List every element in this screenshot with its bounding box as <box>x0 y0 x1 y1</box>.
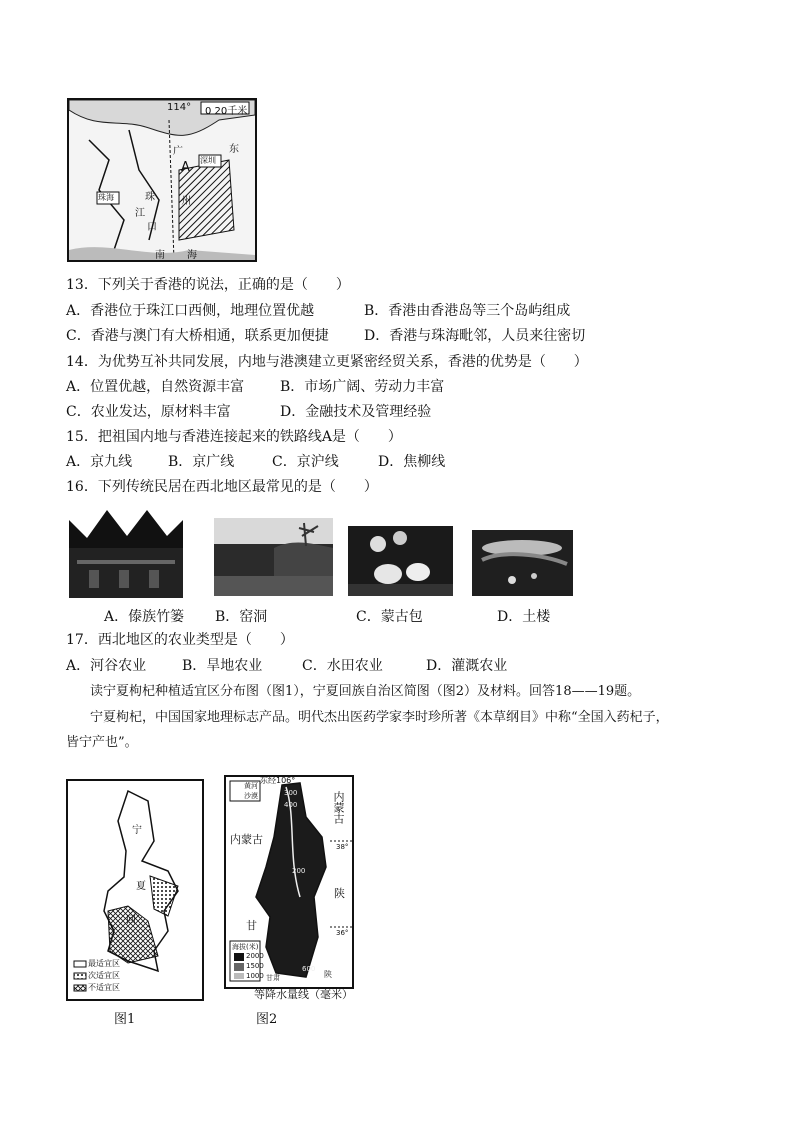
tulou-photo[interactable] <box>472 530 573 596</box>
fig1-legend-2: 次适宜区 <box>88 971 120 980</box>
fig1-legend-3: 不适宜区 <box>88 983 120 992</box>
map1-label-hai: 海 <box>187 250 197 261</box>
q16-caption-b: B．窑洞 <box>215 609 268 625</box>
fig2-label-iso-600: 600 <box>302 965 316 973</box>
fig2-label-nmg-left: 内蒙古 <box>230 833 263 846</box>
figure-1-caption: 图1 <box>114 1012 136 1027</box>
fig2-label-lat38: 38° <box>336 843 349 851</box>
q15-stem: 15．把祖国内地与香港连接起来的铁路线A是（ ） <box>66 429 402 445</box>
figure-1-goji-suitability-map <box>66 779 204 1001</box>
fig1-legend-1: 最适宜区 <box>88 959 120 968</box>
figure-2-caption: 图2 <box>256 1012 278 1027</box>
fig2-label-gan: 甘 <box>246 919 257 932</box>
q17-option-a[interactable]: A．河谷农业 <box>66 658 147 674</box>
q17-option-b[interactable]: B．旱地农业 <box>182 658 263 674</box>
fig2-legend-title: 海拔(米) <box>232 943 259 951</box>
q13-option-c[interactable]: C．香港与澳门有大桥相通，联系更加便捷 <box>66 328 329 344</box>
cave-dwelling-photo[interactable] <box>214 518 333 596</box>
map1-label-kou: 口 <box>147 222 157 233</box>
q15-option-b[interactable]: B．京广线 <box>168 454 235 470</box>
fig2-label-gansu: 甘肃 <box>266 974 280 982</box>
fig2-label-iso-400: 400 <box>284 801 298 809</box>
map1-label-lon: 114° <box>167 102 192 113</box>
pearl-river-delta-map-svg <box>69 100 255 260</box>
q15-option-a[interactable]: A．京九线 <box>66 454 133 470</box>
dai-house-svg <box>69 508 183 598</box>
tulou-svg <box>472 530 573 596</box>
q16-caption-a: A．傣族竹篓 <box>104 609 185 625</box>
map1-label-a-marker: A <box>181 160 190 175</box>
fig2-legend-val-2: 1500 <box>246 962 264 970</box>
q14-option-a[interactable]: A．位置优越，自然资源丰富 <box>66 379 245 395</box>
figure-2-ningxia-map <box>224 775 354 989</box>
map1-label-guang: 广 <box>173 146 183 157</box>
intro-line-3: 皆宁产也”。 <box>66 735 138 750</box>
q14-option-b[interactable]: B．市场广阔、劳动力丰富 <box>280 379 445 395</box>
q17-option-d[interactable]: D．灌溉农业 <box>426 658 508 674</box>
map1-label-scale: 0 20千米 <box>205 106 248 117</box>
q14-stem: 14．为优势互补共同发展，内地与港澳建立更紧密经贸关系，香港的优势是（ ） <box>66 354 588 370</box>
cave-dwelling-svg <box>214 518 333 596</box>
q16-stem: 16．下列传统民居在西北地区最常见的是（ ） <box>66 479 378 495</box>
mongolian-yurt-photo[interactable] <box>348 526 453 596</box>
yurt-svg <box>348 526 453 596</box>
fig2-isoline-caption: 等降水量线（毫米） <box>254 988 353 1001</box>
fig2-label-river: 黄河 <box>244 782 258 790</box>
fig2-label-iso-300: 300 <box>284 789 298 797</box>
fig2-label-desert: 沙漠 <box>244 792 258 800</box>
intro-line-2: 宁夏枸杞，中国国家地理标志产品。明代杰出医药学家李时珍所著《本草纲目》中称“全国入药杞子， <box>90 710 669 725</box>
intro-line-1: 读宁夏枸杞种植适宜区分布图（图1），宁夏回族自治区简图（图2）及材料。回答18——19题。 <box>90 684 641 699</box>
fig2-label-nmg-right: 内蒙古 <box>332 791 345 824</box>
fig2-label-shaan2: 陕 <box>324 970 332 979</box>
q17-option-c[interactable]: C．水田农业 <box>302 658 383 674</box>
fig1-label-ning: 宁 <box>132 825 142 836</box>
fig1-label-hui: 回 <box>126 915 136 926</box>
q13-option-a[interactable]: A．香港位于珠江口西侧，地理位置优越 <box>66 303 315 319</box>
map1-label-macau: 珠海 <box>98 193 114 202</box>
q16-caption-c: C．蒙古包 <box>356 609 423 625</box>
q13-option-d[interactable]: D．香港与珠海毗邻，人员来往密切 <box>364 328 586 344</box>
q13-option-b[interactable]: B．香港由香港岛等三个岛屿组成 <box>364 303 571 319</box>
fig2-label-lat36: 36° <box>336 929 349 937</box>
q15-option-c[interactable]: C．京沪线 <box>272 454 339 470</box>
map1-label-jiang: 江 <box>135 208 145 219</box>
map1-label-zhou: 州 <box>181 196 191 207</box>
fig2-legend-val-1: 2000 <box>246 952 264 960</box>
fig2-label-shaan: 陕 <box>334 887 345 900</box>
fig2-label-iso-200: 200 <box>292 867 306 875</box>
pearl-river-delta-map <box>67 98 257 262</box>
map1-label-zhu: 珠 <box>145 192 155 203</box>
map1-label-nan: 南 <box>155 250 165 261</box>
q16-caption-d: D．土楼 <box>497 609 551 625</box>
q15-option-d[interactable]: D．焦柳线 <box>378 454 446 470</box>
fig2-label-lon: 东经106° <box>260 776 296 785</box>
q13-stem: 13．下列关于香港的说法，正确的是（ ） <box>66 277 350 293</box>
dai-bamboo-house-photo[interactable] <box>69 508 183 598</box>
fig2-legend-val-3: 1000 <box>246 972 264 980</box>
q17-stem: 17．西北地区的农业类型是（ ） <box>66 632 294 648</box>
fig1-label-xia: 夏 <box>136 881 146 892</box>
map1-label-hk: 深圳 <box>200 156 216 165</box>
map1-label-dong: 东 <box>229 144 239 155</box>
q14-option-c[interactable]: C．农业发达，原材料丰富 <box>66 404 231 420</box>
q14-option-d[interactable]: D．金融技术及管理经验 <box>280 404 432 420</box>
